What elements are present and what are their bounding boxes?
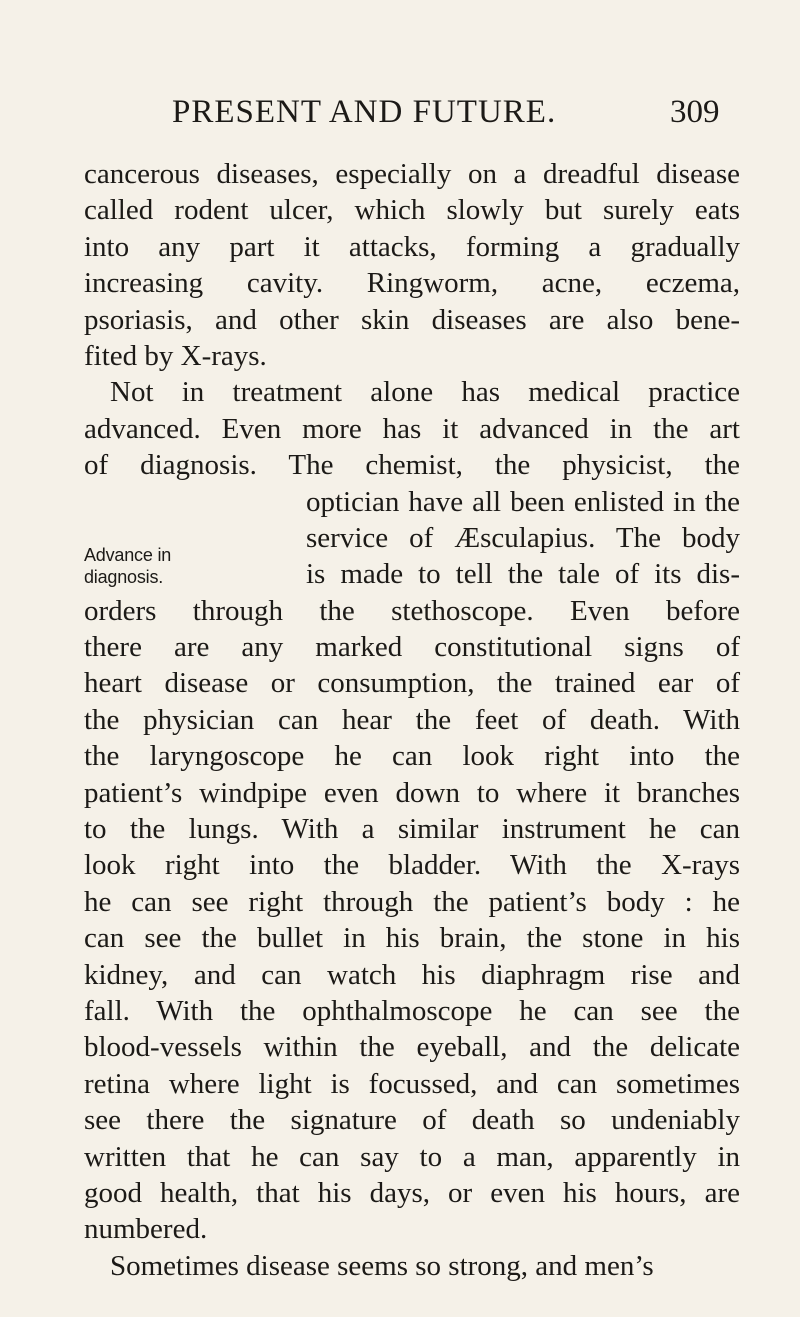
text-line: called rodent ulcer, which slowly but surely eats bbox=[84, 194, 740, 227]
margin-note-line-2: diagnosis. bbox=[84, 567, 164, 587]
text-line: the physician can hear the feet of death. With bbox=[84, 703, 740, 736]
text-line: orders through the stethoscope. Even before bbox=[84, 594, 740, 627]
text-line: fited by X-rays. bbox=[84, 339, 267, 372]
text-line: he can see right through the patient’s body : he bbox=[84, 885, 740, 918]
text-line: kidney, and can watch his diaphragm rise and bbox=[84, 958, 740, 991]
text-line: retina where light is focussed, and can sometimes bbox=[84, 1067, 740, 1100]
text-line: written that he can say to a man, apparently in bbox=[84, 1140, 740, 1173]
text-line: there are any marked constitutional signs of bbox=[84, 631, 740, 664]
text-line: into any part it attacks, forming a gradually bbox=[84, 230, 740, 263]
margin-note-line-1: Advance in bbox=[84, 545, 172, 565]
page-number: 309 bbox=[670, 94, 720, 130]
text-line: heart disease or consumption, the trained ear of bbox=[84, 667, 740, 700]
text-line: psoriasis, and other skin diseases are also bene- bbox=[84, 303, 740, 336]
text-line: of diagnosis. The chemist, the physicist, the bbox=[84, 449, 740, 482]
text-line: the laryngoscope he can look right into the bbox=[84, 740, 740, 773]
text-line: look right into the bladder. With the X-rays bbox=[84, 849, 740, 882]
text-line: cancerous diseases, especially on a dreadful disease bbox=[84, 158, 740, 190]
text-line: patient’s windpipe even down to where it branches bbox=[84, 776, 740, 809]
text-line: service of Æsculapius. The body bbox=[306, 521, 740, 554]
text-line: to the lungs. With a similar instrument he can bbox=[84, 813, 740, 846]
text-line: fall. With the ophthalmoscope he can see the bbox=[84, 994, 740, 1027]
text-line: optician have all been enlisted in the bbox=[306, 485, 740, 518]
text-line: increasing cavity. Ringworm, acne, eczema, bbox=[84, 267, 740, 300]
text-line: advanced. Even more has it advanced in the art bbox=[84, 412, 740, 445]
text-line: Not in treatment alone has medical practice bbox=[110, 376, 740, 409]
text-line: can see the bullet in his brain, the stone in his bbox=[84, 922, 740, 955]
body-text bbox=[84, 156, 740, 1284]
text-line: good health, that his days, or even his hours, are bbox=[84, 1176, 740, 1209]
running-head bbox=[0, 90, 800, 134]
running-head-title: PRESENT AND FUTURE. bbox=[172, 94, 557, 130]
text-line: is made to tell the tale of its dis- bbox=[306, 558, 740, 591]
text-line: blood-vessels within the eyeball, and the delicate bbox=[84, 1031, 740, 1064]
text-line: see there the signature of death so undeniably bbox=[84, 1104, 740, 1137]
text-line: Sometimes disease seems so strong, and men’s bbox=[110, 1249, 654, 1282]
text-line: numbered. bbox=[84, 1213, 208, 1246]
